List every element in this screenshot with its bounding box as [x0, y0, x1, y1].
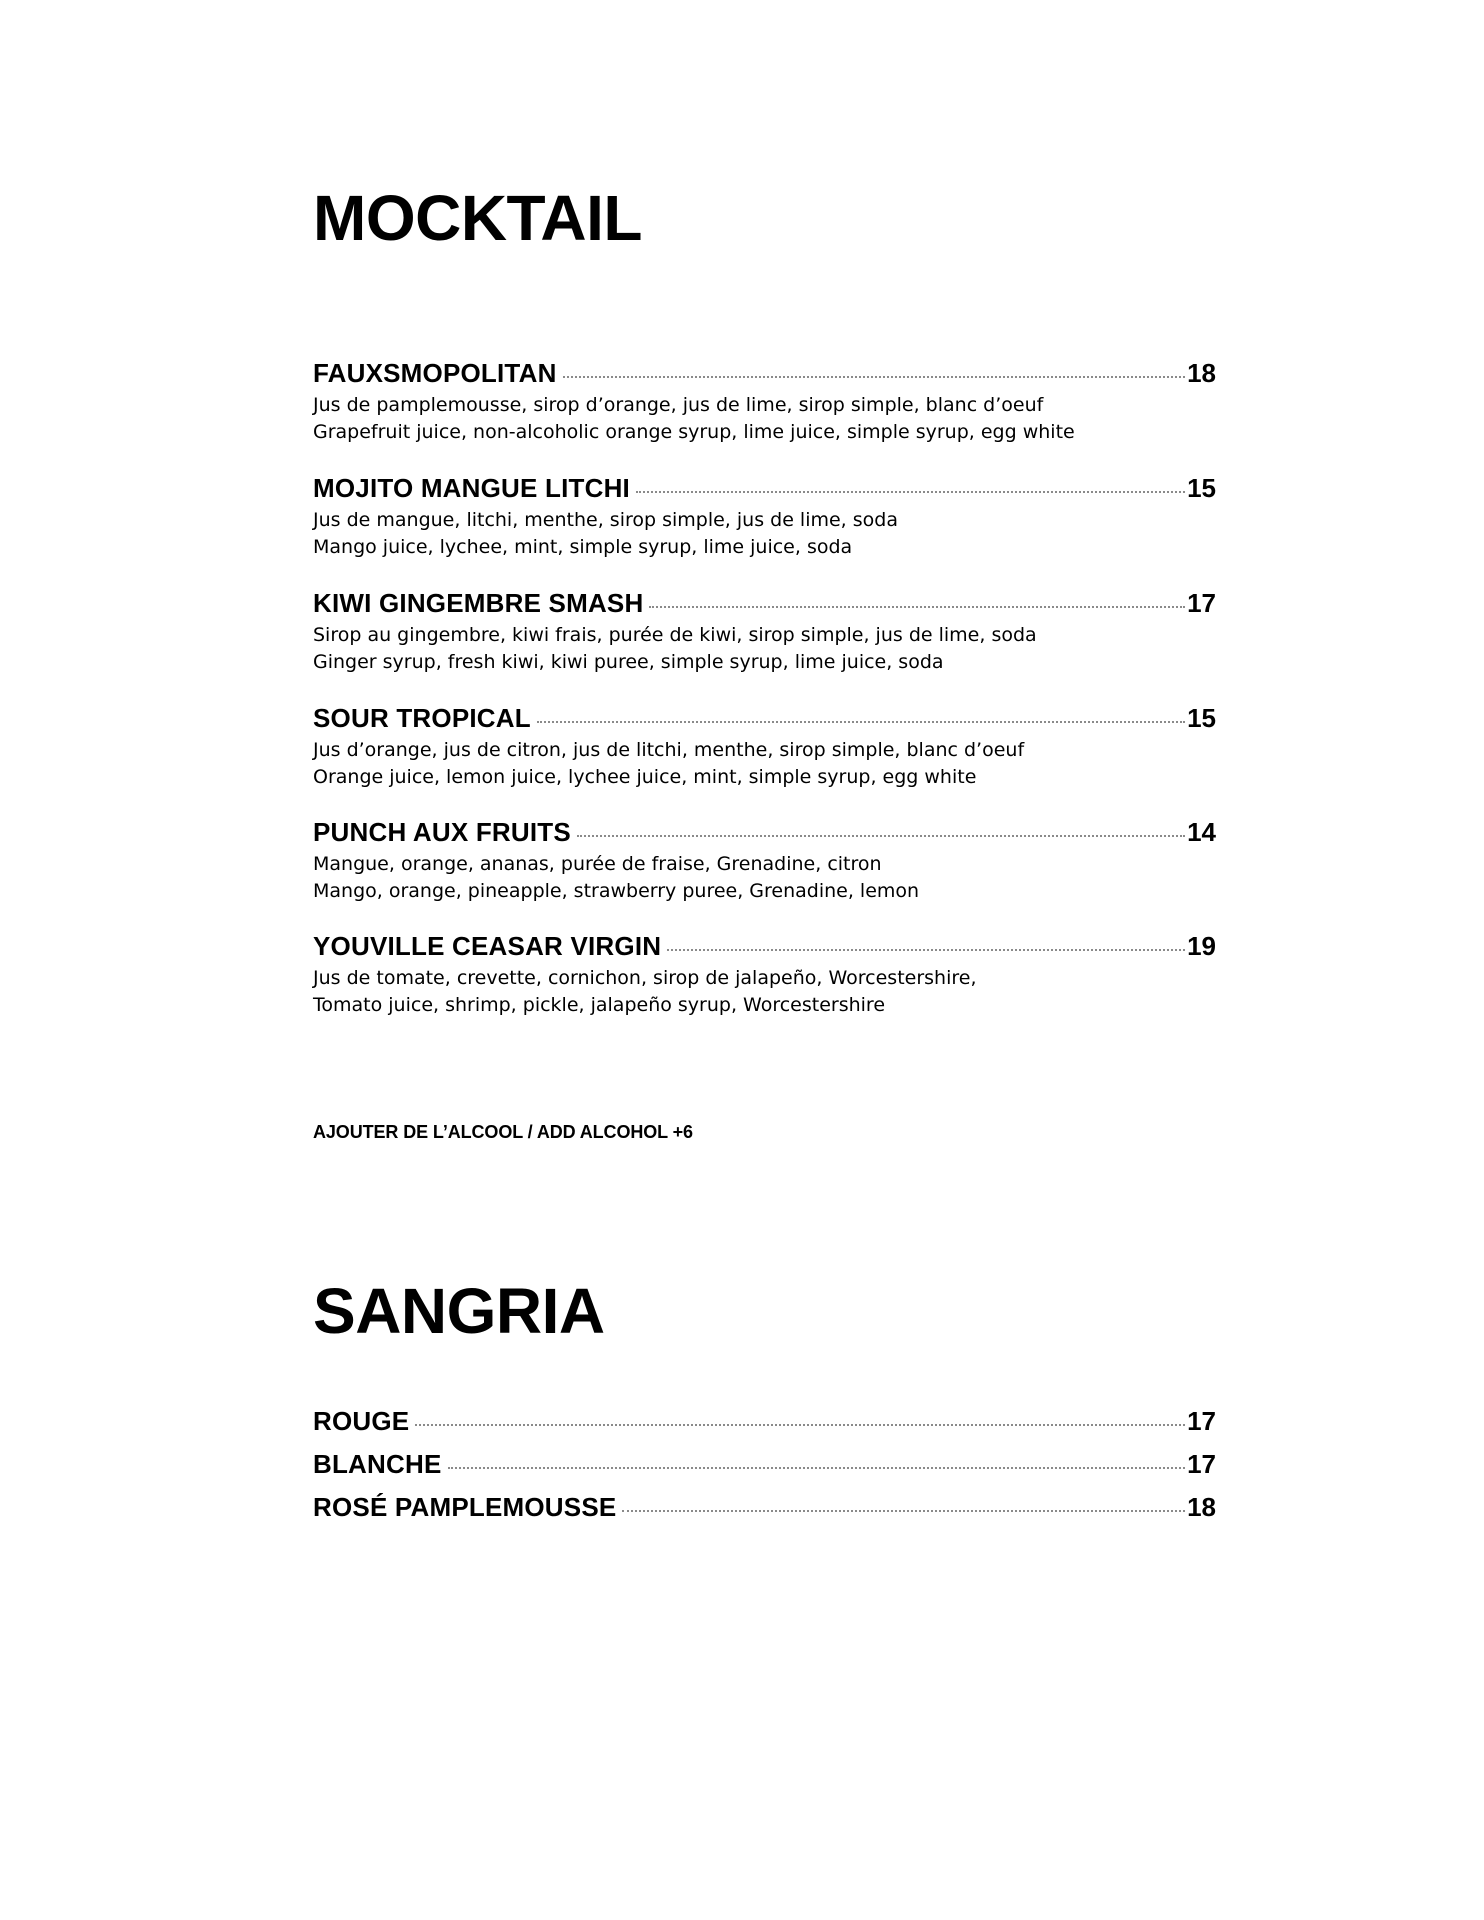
- item-price: 15: [1187, 703, 1216, 733]
- dotted-leader: [537, 721, 1185, 723]
- item-description-en: Mango juice, lychee, mint, simple syrup, lime juice, soda: [313, 536, 853, 558]
- item-name: MOJITO MANGUE LITCHI: [313, 473, 630, 503]
- item-price: 17: [1187, 1449, 1216, 1479]
- item-row: [313, 473, 1216, 505]
- item-description-en: Mango, orange, pineapple, strawberry puree, Grenadine, lemon: [313, 880, 920, 902]
- item-row: [313, 931, 1216, 963]
- mocktail-section-title: MOCKTAIL: [313, 182, 642, 254]
- item-row: [313, 817, 1216, 849]
- item-price: 17: [1187, 1406, 1216, 1436]
- item-name: SOUR TROPICAL: [313, 703, 531, 733]
- item-row: [313, 1449, 1216, 1481]
- menu-item-fauxsmopolitan: [313, 358, 1216, 446]
- item-row: [313, 1406, 1216, 1438]
- item-name: ROSÉ PAMPLEMOUSSE: [313, 1492, 617, 1522]
- item-row: [313, 1492, 1216, 1524]
- item-description-en: Tomato juice, shrimp, pickle, jalapeño syrup, Worcestershire: [313, 994, 886, 1016]
- menu-item-youville-ceasar-virgin: [313, 931, 1216, 1019]
- item-description-fr: Jus de mangue, litchi, menthe, sirop simple, jus de lime, soda: [313, 509, 898, 531]
- menu-item-rouge: [313, 1406, 1216, 1438]
- item-price: 14: [1187, 817, 1216, 847]
- item-price: 18: [1187, 1492, 1216, 1522]
- item-description-en: Grapefruit juice, non-alcoholic orange syrup, lime juice, simple syrup, egg white: [313, 421, 1075, 443]
- item-name: KIWI GINGEMBRE SMASH: [313, 588, 644, 618]
- item-row: [313, 703, 1216, 735]
- item-name: FAUXSMOPOLITAN: [313, 358, 557, 388]
- sangria-section-title: SANGRIA: [313, 1275, 605, 1347]
- item-description-en: Ginger syrup, fresh kiwi, kiwi puree, simple syrup, lime juice, soda: [313, 651, 944, 673]
- dotted-leader: [636, 491, 1185, 493]
- menu-item-punch-aux-fruits: [313, 817, 1216, 905]
- item-description-fr: Jus de pamplemousse, sirop d’orange, jus de lime, sirop simple, blanc d’oeuf: [313, 394, 1044, 416]
- item-description-fr: Jus de tomate, crevette, cornichon, sirop de jalapeño, Worcestershire,: [313, 967, 977, 989]
- menu-item-kiwi-gingembre-smash: [313, 588, 1216, 676]
- item-price: 17: [1187, 588, 1216, 618]
- dotted-leader: [563, 376, 1186, 378]
- dotted-leader: [667, 949, 1185, 951]
- item-row: [313, 588, 1216, 620]
- item-description-fr: Jus d’orange, jus de citron, jus de litchi, menthe, sirop simple, blanc d’oeuf: [313, 739, 1025, 761]
- add-alcohol-note: AJOUTER DE L’ALCOOL / ADD ALCOHOL +6: [313, 1122, 693, 1142]
- menu-item-sour-tropical: [313, 703, 1216, 791]
- menu-item-rose-pamplemousse: [313, 1492, 1216, 1524]
- item-name: YOUVILLE CEASAR VIRGIN: [313, 931, 662, 961]
- item-description-fr: Mangue, orange, ananas, purée de fraise, Grenadine, citron: [313, 853, 882, 875]
- menu-item-mojito-mangue-litchi: [313, 473, 1216, 561]
- dotted-leader: [622, 1510, 1185, 1512]
- dotted-leader: [649, 606, 1185, 608]
- dotted-leader: [448, 1467, 1186, 1469]
- item-description-en: Orange juice, lemon juice, lychee juice, mint, simple syrup, egg white: [313, 766, 977, 788]
- item-name: BLANCHE: [313, 1449, 442, 1479]
- item-price: 15: [1187, 473, 1216, 503]
- menu-page: [313, 0, 1216, 1920]
- item-name: ROUGE: [313, 1406, 410, 1436]
- dotted-leader: [577, 835, 1185, 837]
- item-price: 19: [1187, 931, 1216, 961]
- item-name: PUNCH AUX FRUITS: [313, 817, 571, 847]
- item-description-fr: Sirop au gingembre, kiwi frais, purée de kiwi, sirop simple, jus de lime, soda: [313, 624, 1037, 646]
- menu-item-blanche: [313, 1449, 1216, 1481]
- dotted-leader: [415, 1424, 1185, 1426]
- item-row: [313, 358, 1216, 390]
- item-price: 18: [1187, 358, 1216, 388]
